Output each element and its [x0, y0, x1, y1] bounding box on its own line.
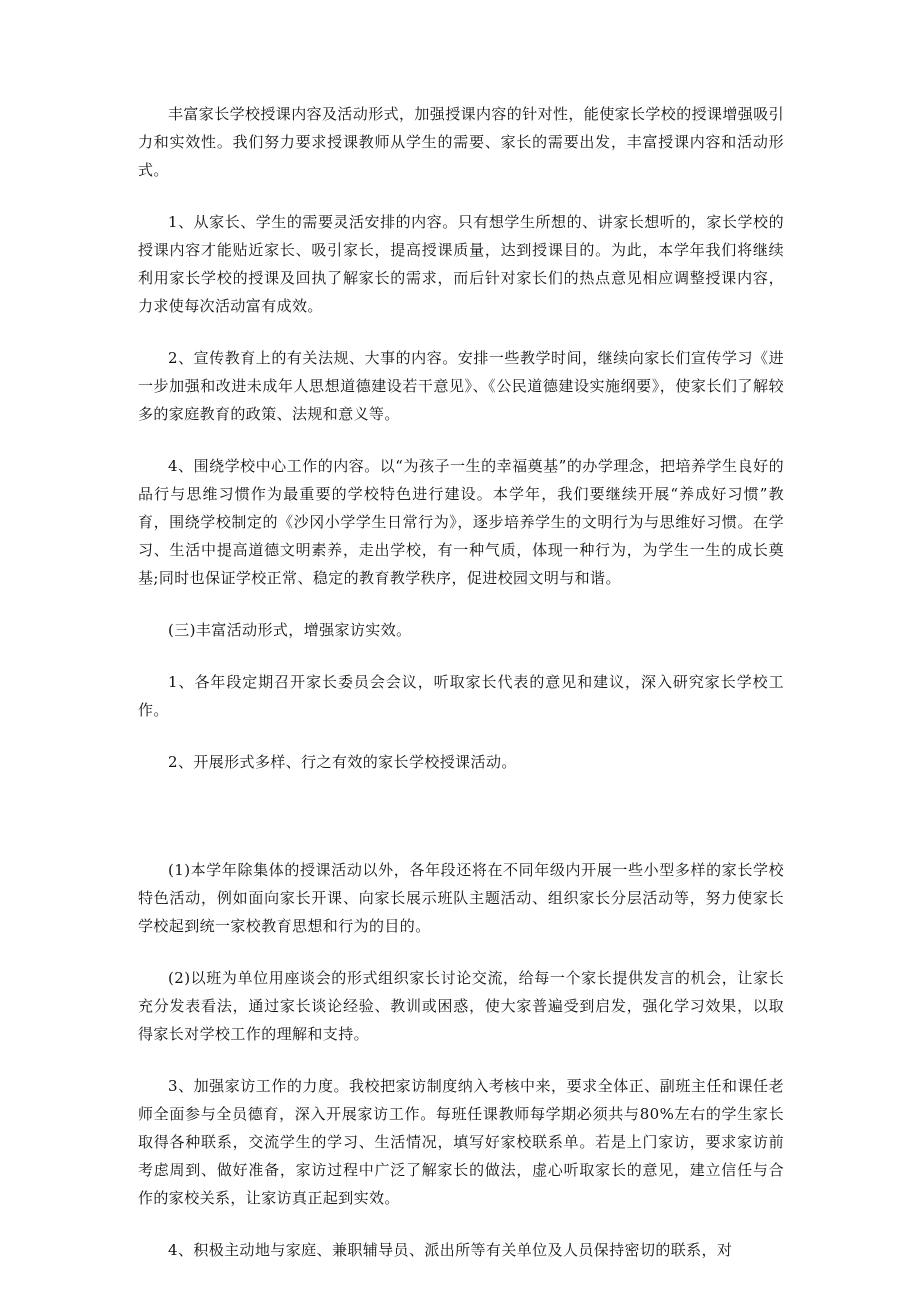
paragraph-gap — [138, 1212, 784, 1236]
paragraph-activity-4: 4、积极主动地与家庭、兼职辅导员、派出所等有关单位及人员保持密切的联系，对 — [168, 1241, 733, 1259]
paragraph-intro: 丰富家长学校授课内容及活动形式，加强授课内容的针对性，能使家长学校的授课增强吸引力和实效性。我们努力要求授课教师从学生的需要、家长的需要出发，丰富授课内容和活动形式。 — [138, 105, 785, 179]
paragraph-sub-2: (2)以班为单位用座谈会的形式组织家长讨论交流，给每一个家长提供发言的机会，让家长充分发表看法，通过家长谈论经验、教训或困惑，使大家普遍受到启发，强化学习效果，以取得家长对学校工作的理解和支持。 — [138, 969, 784, 1043]
paragraph-activity-2: 2、开展形式多样、行之有效的家长学校授课活动。 — [168, 753, 517, 771]
paragraph-sub-1: (1)本学年除集体的授课活动以外，各年段还将在不同年级内开展一些小型多样的家长学校特色活动，例如面向家长开课、向家长展示班队主题活动、组织家长分层活动等，努力使家长学校起到统一家校教育思想和行为的目的。 — [138, 861, 784, 935]
paragraph-gap — [138, 644, 784, 668]
paragraph-gap — [138, 592, 784, 616]
paragraph-gap — [138, 940, 784, 964]
paragraph-activity-3: 3、加强家访工作的力度。我校把家访制度纳入考核中来，要求全体正、副班主任和课任老师全面参与全员德育，深入开展家访工作。每班任课教师每学期必须共与80%左右的学生家长取得各种联系，交流学生的学习、生活情况，填写好家校联系单。若是上门家访，要求家访前考虑周到、做好准备，家访过程中广泛了解家长的做法，虚心听取家长的意见，建立信任与合作的家校关系，让家访真正起到实效。 — [138, 1077, 784, 1207]
paragraph-item-2: 2、宣传教育上的有关法规、大事的内容。安排一些教学时间，继续向家长们宣传学习《进一步加强和改进未成年人思想道德建设若干意见》、《公民道德建设实施纲要》，使家长们了解较多的家庭教育的政策、法规和意义等。 — [138, 349, 784, 423]
paragraph-item-1: 1、从家长、学生的需要灵活安排的内容。只有想学生所想的、讲家长想听的，家长学校的授课内容才能贴近家长、吸引家长，提高授课质量，达到授课目的。为此，本学年我们将继续利用家长学校的授课及回执了解家长的需求，而后针对家长们的热点意见相应调整授课内容，力求使每次活动富有成效。 — [138, 213, 784, 315]
paragraph-gap — [138, 1048, 784, 1072]
paragraph-item-4: 4、围绕学校中心工作的内容。以“为孩子一生的幸福奠基”的办学理念，把培养学生良好的品行与思维习惯作为最重要的学校特色进行建设。本学年，我们要继续开展“养成好习惯”教育，围绕学校制定的《沙冈小学学生日常行为》，逐步培养学生的文明行为与思维好习惯。在学习、生活中提高道德文明素养，走出学校，有一种气质，体现一种行为，为学生一生的成长奠基;同时也保证学校正常、稳定的教育教学秩序，促进校园文明与和谐。 — [138, 457, 784, 587]
paragraph-gap — [138, 184, 784, 208]
paragraph-gap — [138, 724, 784, 748]
paragraph-gap-large — [138, 776, 784, 856]
paragraph-gap — [138, 320, 784, 344]
document-body — [138, 100, 784, 1264]
section-heading-3: (三)丰富活动形式，增强家访实效。 — [168, 621, 412, 639]
paragraph-activity-1: 1、各年段定期召开家长委员会会议，听取家长代表的意见和建议，深入研究家长学校工作。 — [138, 673, 784, 719]
paragraph-gap — [138, 428, 784, 452]
